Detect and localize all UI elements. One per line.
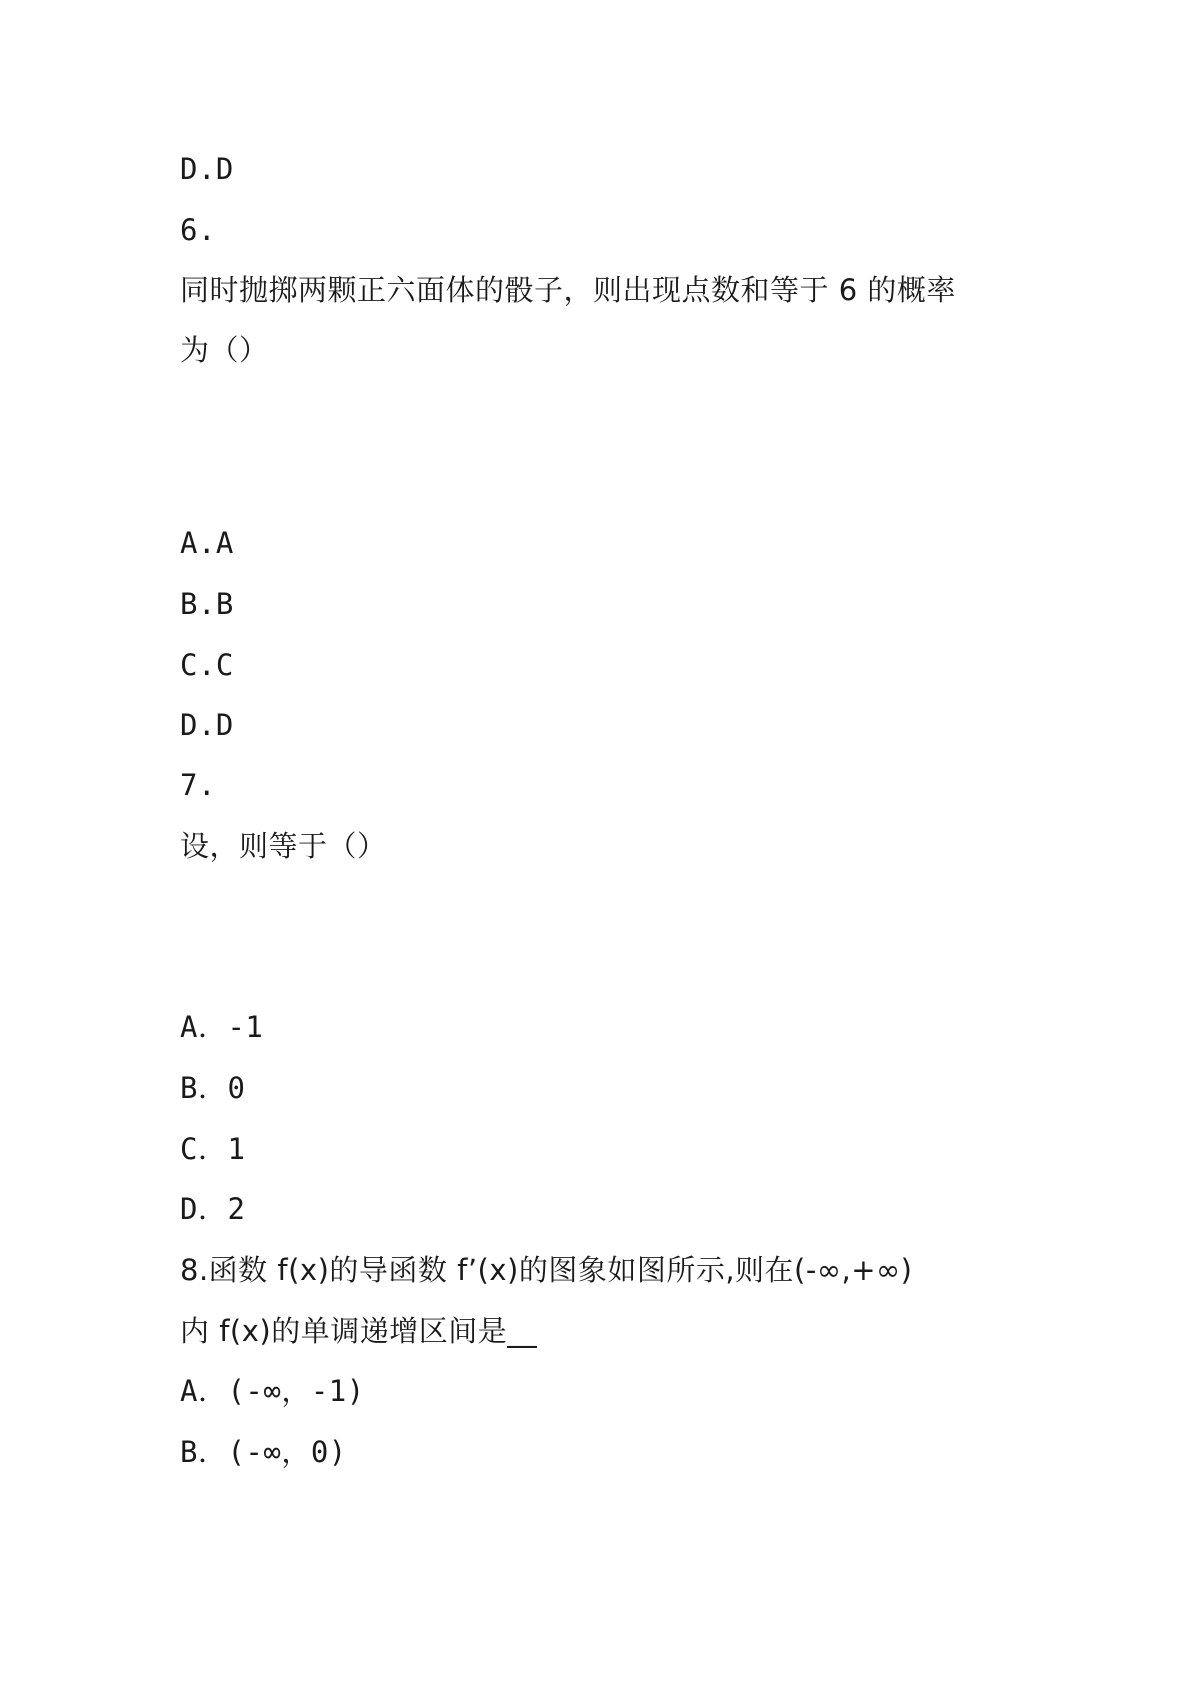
q6-stem-line-2: 为（） (180, 333, 269, 367)
q7-number: 7. (180, 768, 216, 802)
q5-option-d: D.D (180, 152, 234, 186)
q8-option-b: B．(-∞，0) (180, 1435, 347, 1469)
q7-stem: 设，则等于（） (180, 829, 387, 863)
q6-stem-line-1: 同时抛掷两颗正六面体的骰子，则出现点数和等于 6 的概率 (180, 273, 956, 307)
q6-option-a: A.A (180, 526, 234, 560)
q7-option-b: B．0 (180, 1071, 246, 1105)
q8-option-a: A．(-∞，-1) (180, 1374, 365, 1408)
q6-option-d: D.D (180, 708, 234, 742)
q7-option-d: D．2 (180, 1192, 246, 1226)
q6-number: 6. (180, 213, 216, 247)
q8-stem-line-1: 8.函数 f(x)的导函数 f’(x)的图象如图所示,则在(-∞,+∞) (180, 1253, 913, 1287)
q7-option-a: A．-1 (180, 1010, 264, 1044)
q8-stem-line-2: 内 f(x)的单调递增区间是__ (180, 1314, 538, 1348)
q7-option-c: C．1 (180, 1132, 246, 1166)
q6-option-b: B.B (180, 587, 234, 621)
q6-option-c: C.C (180, 648, 234, 682)
